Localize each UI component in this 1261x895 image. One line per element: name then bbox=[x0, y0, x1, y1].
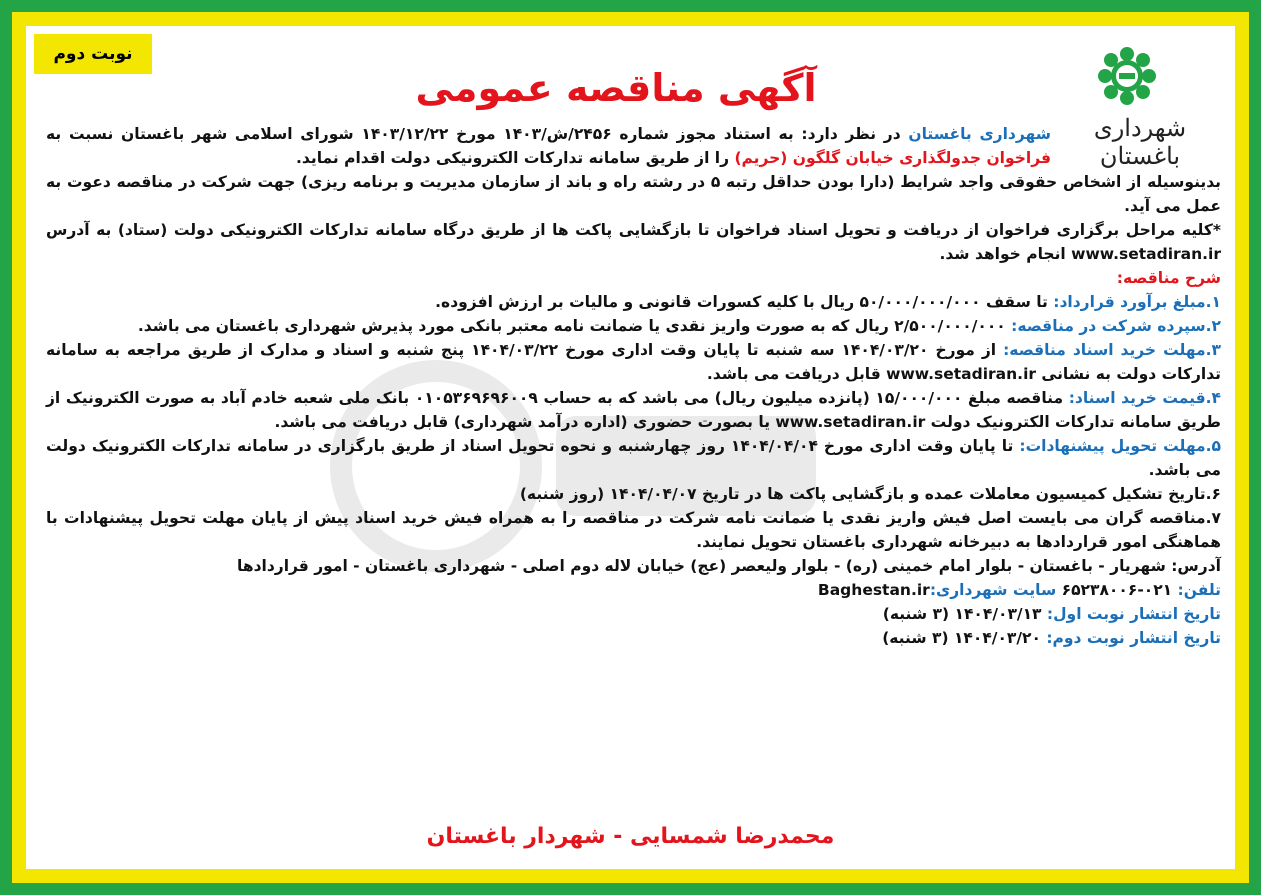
setad-text-2: انجام خواهد شد. bbox=[939, 245, 1072, 263]
intro-text-2: را از طریق سامانه تدارکات الکترونیکی دولت اقدام نماید. bbox=[296, 149, 735, 167]
setad-text-1: *کلیه مراحل برگزاری فراخوان از دریافت و تحویل اسناد فراخوان تا بازگشایی پاکت ها از طریق درگاه سامانه تدارکات الکترونیکی دولت (ستاد) به آدرس bbox=[46, 221, 1221, 239]
item-text: تاریخ تشکیل کمیسیون معاملات عمده و بازگشایی پاکت ها در تاریخ ۱۴۰۴/۰۴/۰۷ (روز شنبه) bbox=[519, 485, 1206, 503]
publish-label: تاریخ انتشار نوبت دوم: bbox=[1046, 629, 1221, 647]
phone-value: ۰۲۱-۶۵۲۳۸۰۰۶ bbox=[1056, 581, 1178, 599]
item-text: تا پایان وقت اداری مورخ ۱۴۰۴/۰۴/۰۴ روز چهارشنبه و نحوه تحویل اسناد از طریق بارگزاری در سامانه تدارکات الکترونیک دولت می باشد. bbox=[46, 437, 1221, 479]
list-item bbox=[46, 506, 1221, 554]
list-item bbox=[46, 434, 1221, 482]
site-label: سایت شهرداری: bbox=[929, 581, 1057, 599]
section-title: شرح مناقصه: bbox=[1116, 269, 1221, 287]
page-title: آگهی مناقصه عمومی bbox=[415, 66, 817, 110]
list-item bbox=[46, 338, 1221, 386]
signature: محمدرضا شمسایی - شهردار باغستان bbox=[426, 824, 835, 849]
item-label: قیمت خرید اسناد: bbox=[1068, 389, 1206, 407]
publish-label: تاریخ انتشار نوبت اول: bbox=[1046, 605, 1221, 623]
list-item bbox=[46, 482, 1221, 506]
item-text: تا سقف ۵۰/۰۰۰/۰۰۰/۰۰۰ ریال با کلیه کسورات قانونی و مالیات بر ارزش افزوده. bbox=[435, 293, 1054, 311]
phone-label: تلفن: bbox=[1177, 581, 1221, 599]
publish-value: ۱۴۰۴/۰۳/۲۰ (۳ شنبه) bbox=[882, 629, 1047, 647]
item-label: سپرده شرکت در مناقصه: bbox=[1011, 317, 1206, 335]
setad-url[interactable]: www.setadiran.ir bbox=[1071, 245, 1221, 263]
address-line: آدرس: شهریار - باغستان - بلوار امام خمینی (ره) - بلوار ولیعصر (عج) خیابان لاله دوم اصلی - شهرداری باغستان - امور قراردادها bbox=[237, 557, 1221, 575]
intro-text-1: در نظر دارد: به استناد مجوز شماره ۲۴۵۶/ش/۱۴۰۳ مورخ ۱۴۰۳/۱۲/۲۲ شورای اسلامی شهر باغستان نسبت به bbox=[46, 125, 909, 143]
publish-line bbox=[46, 602, 1221, 626]
list-item bbox=[46, 290, 1221, 314]
municipality-emblem-icon bbox=[1097, 46, 1157, 106]
item-number: ۶. bbox=[1205, 485, 1221, 503]
contact-line bbox=[46, 578, 1221, 602]
publish-value: ۱۴۰۴/۰۳/۱۳ (۳ شنبه) bbox=[882, 605, 1047, 623]
org-name: شهرداری باغستان bbox=[908, 125, 1051, 143]
invite-paragraph: بدینوسیله از اشخاص حقوقی واجد شرایط (دارا بودن حداقل رتبه ۵ در رشته راه و باند از سازمان مدیریت و برنامه ریزی) جهت شرکت در مناقصه دعوت به عمل می آید. bbox=[46, 173, 1221, 215]
setad-paragraph bbox=[46, 218, 1221, 266]
item-label: مهلت تحویل پیشنهادات: bbox=[1019, 437, 1206, 455]
item-number: ۵. bbox=[1205, 437, 1222, 455]
item-text: از مورخ ۱۴۰۴/۰۳/۲۰ سه شنبه تا پایان وقت اداری مورخ ۱۴۰۴/۰۳/۲۲ پنج شنبه و اسناد و مدارک از طریق مراجعه به سامانه تدارکات دولت به نشانی www.setadiran.ir قابل دریافت می باشد. bbox=[46, 341, 1221, 383]
intro-paragraph bbox=[46, 122, 1051, 170]
item-text: ۲/۵۰۰/۰۰۰/۰۰۰ ریال که به صورت واریز نقدی یا ضمانت نامه معتبر بانکی مورد پذیرش شهرداری باغستان می باشد. bbox=[137, 317, 1012, 335]
site-value[interactable]: Baghestan.ir bbox=[812, 581, 930, 599]
list-item bbox=[46, 314, 1221, 338]
round-badge: نوبت دوم bbox=[34, 34, 152, 74]
item-number: ۱. bbox=[1205, 293, 1221, 311]
item-number: ۴. bbox=[1205, 389, 1221, 407]
item-text: مناقصه مبلغ ۱۵/۰۰۰/۰۰۰ (پانزده میلیون ریال) می باشد که به حساب ۰۱۰۵۳۶۹۶۹۶۰۰۹ بانک ملی شعبه خادم آباد به صورت الکترونیک از طریق سامانه تدارکات الکترونیک دولت www.setadiran.ir یا بصورت حضوری (اداره درآمد شهرداری) قابل دریافت می باشد. bbox=[46, 389, 1221, 431]
item-label: مهلت خرید اسناد مناقصه: bbox=[1003, 341, 1206, 359]
notice-body bbox=[46, 122, 1221, 650]
notice-paper bbox=[26, 26, 1235, 869]
item-label: مبلغ برآورد قرارداد: bbox=[1053, 293, 1206, 311]
list-item bbox=[46, 386, 1221, 434]
logo-text: شهرداری باغستان bbox=[1093, 114, 1187, 170]
item-text: مناقصه گران می بایست اصل فیش واریز نقدی یا ضمانت نامه شرکت در مناقصه را به همراه فیش خرید اسناد پیش از پایان مهلت تحویل پیشنهادات با هماهنگی امور قراردادها به دبیرخانه شهرداری باغستان تحویل نمایند. bbox=[46, 509, 1221, 551]
item-number: ۳. bbox=[1205, 341, 1221, 359]
project-name: فراخوان جدولگذاری خیابان گلگون (حریم) bbox=[734, 149, 1051, 167]
item-number: ۷. bbox=[1205, 509, 1221, 527]
item-number: ۲. bbox=[1205, 317, 1221, 335]
publish-line bbox=[46, 626, 1221, 650]
